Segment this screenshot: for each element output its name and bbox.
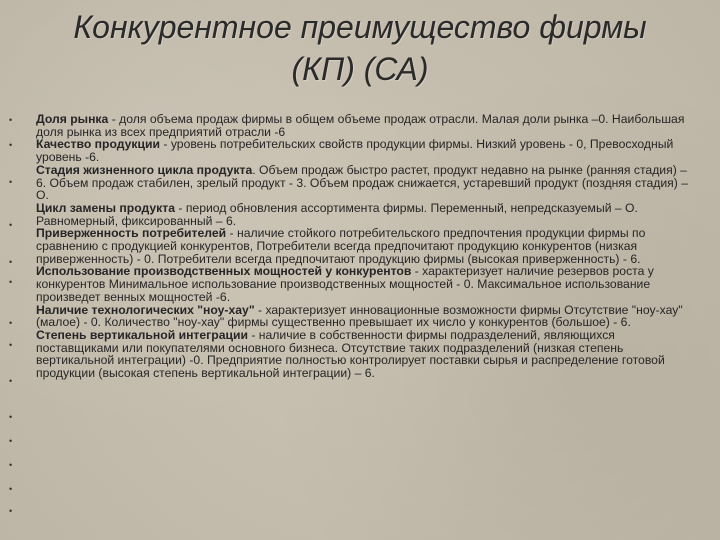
paragraph-term: Использование производственных мощностей у конкурентов — [36, 264, 412, 279]
paragraph-term: Качество продукции — [36, 137, 160, 152]
bullet-marker: • — [9, 340, 13, 350]
bullet-marker: • — [9, 506, 13, 516]
paragraph-definition: - наличие стойкого потребительского предпочтения продукции фирмы по сравнению с продукцией конкурентов, Потребители всегда предпочитают продукцию конкурентов (низкая приверженность) - 0. Потребители всегда предпочитают продукцию фирмы (высокая приверженность) - 6. — [36, 226, 646, 266]
bullet-marker: • — [9, 412, 13, 422]
bullet-text-block — [36, 113, 696, 380]
paragraph-term: Наличие технологических "ноу-хау" — [36, 302, 255, 317]
bullet-paragraph — [36, 329, 696, 380]
paragraph-term: Доля рынка — [36, 112, 109, 126]
bullet-marker: • — [9, 484, 13, 494]
bullet-marker: • — [9, 177, 13, 187]
paragraph-term: Степень вертикальной интеграции — [36, 327, 248, 342]
bullet-marker: • — [9, 460, 13, 470]
paragraph-term: Приверженность потребителей — [36, 226, 227, 241]
bullet-marker: • — [9, 376, 13, 386]
paragraph-definition: - период обновления ассортимента фирмы. Переменный, непредсказуемый – О. Равномерный, фиксированный – 6. — [36, 200, 638, 228]
bullet-marker: • — [9, 140, 13, 150]
slide-body — [0, 110, 720, 540]
paragraph-term: Стадия жизненного цикла продукта — [36, 162, 253, 177]
bullet-paragraph — [36, 265, 696, 303]
slide-title-line2: (КП) (СА) — [291, 51, 429, 87]
slide-title-line1: Конкурентное преимущество фирмы — [73, 9, 647, 45]
bullet-paragraph — [36, 113, 696, 138]
paragraph-definition: - характеризует инновационные возможности фирмы Отсутствие "ноу-хау" (малое) - 0. Количество "ноу-хау" фирмы существенно превышает их число у конкурентов (большое) - 6. — [36, 302, 683, 330]
bullet-marker: • — [9, 115, 13, 125]
bullet-marker: • — [9, 318, 13, 328]
paragraph-definition: - характеризует наличие резервов роста у конкурентов Минимальное использование производственных мощностей - 0. Максимальное использование произведет венных мощностей -6. — [36, 264, 654, 304]
bullet-paragraph — [36, 138, 696, 163]
bullet-marker: • — [9, 277, 13, 287]
paragraph-term: Цикл замены продукта — [36, 200, 175, 215]
paragraph-definition: - доля объема продаж фирмы в общем объеме продаж отрасли. Малая доли рынка –0. Наибольшая доля рынка из всех предприятий отрасли -6 — [36, 112, 685, 139]
bullet-marker: • — [9, 220, 13, 230]
bullet-paragraph — [36, 304, 696, 329]
paragraph-definition: . Объем продаж быстро растет, продукт недавно на рынке (ранняя стадия) – 6. Объем продаж стабилен, зрелый продукт - 3. Объем продаж снижается, устаревший продукт (поздняя стадия) – О. — [36, 162, 689, 203]
slide-title — [0, 6, 720, 90]
paragraph-definition: - наличие в собственности фирмы подразделений, являющихся поставщиками или покупателями основного бизнеса. Отсутствие таких подразделений (низкая степень вертикальной интеграции) -0. Предприятие полностью контролирует поставки сырья и распределение готовой продукции (высокая степень вертикальной интеграции) – 6. — [36, 327, 665, 381]
bullet-paragraph — [36, 202, 696, 227]
bullet-paragraph — [36, 227, 696, 265]
bullet-paragraph — [36, 164, 696, 202]
bullet-marker: • — [9, 436, 13, 446]
paragraph-definition: - уровень потребительских свойств продукции фирмы. Низкий уровень - 0, Превосходный уровень -6. — [36, 137, 674, 165]
bullet-marker: • — [9, 257, 13, 267]
